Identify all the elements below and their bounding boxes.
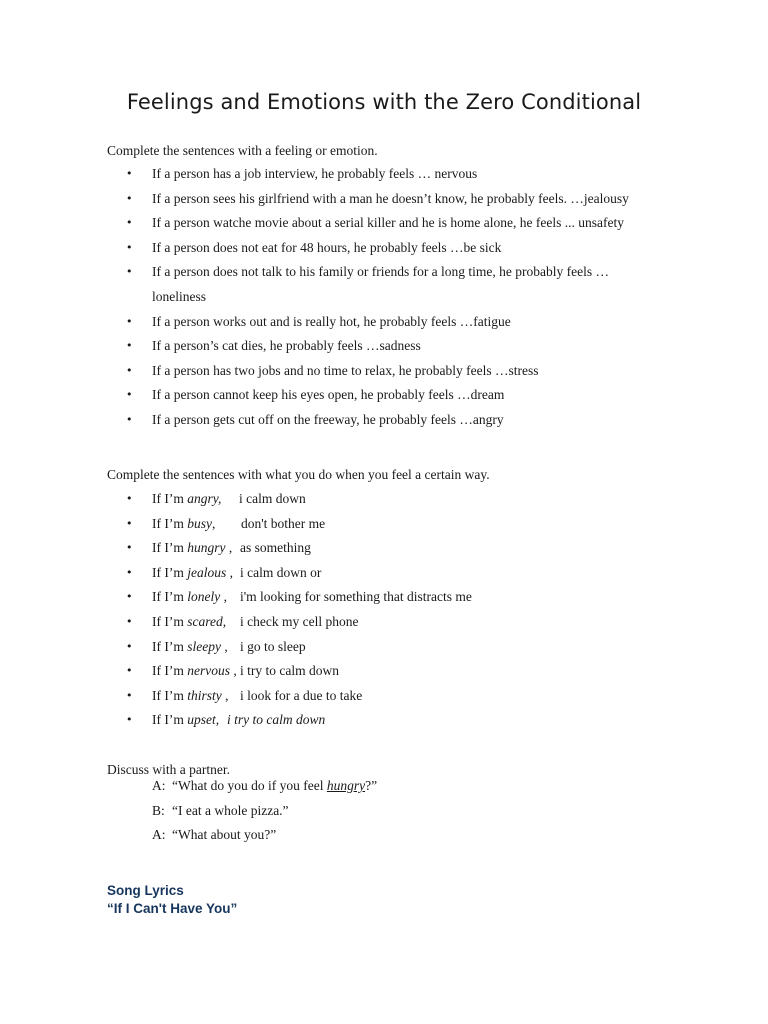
list-item: • If I’m upset, i try to calm down xyxy=(0,708,768,733)
response-text: i go to sleep xyxy=(240,638,306,654)
dialogue-line: A: “What about you?” xyxy=(152,823,377,848)
response-text: i try to calm down xyxy=(240,663,339,679)
list-item: • If a person has a job interview, he probably feels … nervous xyxy=(0,162,768,187)
list-item: • If a person’s cat dies, he probably feels …sadness xyxy=(0,334,768,359)
bullet-icon: • xyxy=(126,216,133,230)
section1-instruction: Complete the sentences with a feeling or emotion. xyxy=(107,143,378,158)
feeling-word: upset, xyxy=(187,712,220,728)
response-text: i try to calm down xyxy=(227,712,326,728)
bullet-icon: • xyxy=(126,516,133,530)
bullet-icon: • xyxy=(126,492,133,505)
bullet-icon: • xyxy=(126,167,133,180)
list-item: • If I’m jealous , i calm down or xyxy=(0,561,768,586)
feeling-word: angry, xyxy=(187,491,222,506)
bullet-icon: • xyxy=(126,265,133,279)
list-item: • If I’m nervous , i try to calm down xyxy=(0,659,768,684)
conditional-list xyxy=(0,487,768,733)
response-text: i check my cell phone xyxy=(240,613,359,629)
bullet-icon: • xyxy=(126,639,133,653)
dialogue-line: B: “I eat a whole pizza.” xyxy=(152,799,377,824)
page-title: Feelings and Emotions with the Zero Conditional xyxy=(126,90,642,114)
feeling-word: busy xyxy=(187,515,212,531)
feeling-word: hungry xyxy=(187,540,226,556)
list-item: • If a person has two jobs and no time to relax, he probably feels …stress xyxy=(0,359,768,384)
feelings-list xyxy=(0,162,768,433)
bullet-icon: • xyxy=(126,412,133,426)
feeling-word: jealous xyxy=(187,564,227,580)
bullet-icon: • xyxy=(126,590,133,604)
feeling-word: thirsty xyxy=(187,687,222,703)
bullet-icon: • xyxy=(126,388,133,402)
bullet-icon: • xyxy=(126,240,133,254)
feeling-word: scared, xyxy=(187,613,227,629)
section2-instruction: Complete the sentences with what you do when you feel a certain way. xyxy=(107,467,490,482)
bullet-icon: • xyxy=(126,314,133,328)
speaker-label: A: xyxy=(152,827,166,843)
list-item: • If a person watche movie about a serial killer and he is home alone, he feels ... unsafety xyxy=(0,211,768,236)
response-text: i'm looking for something that distracts me xyxy=(240,589,472,605)
list-item: • If a person does not talk to his family or friends for a long time, he probably feels … loneliness xyxy=(0,260,768,309)
discussion-instruction: Discuss with a partner. xyxy=(107,762,230,777)
list-item: • If a person does not eat for 48 hours, he probably feels …be sick xyxy=(0,236,768,261)
list-item: • If I’m sleepy , i go to sleep xyxy=(0,635,768,660)
bullet-icon: • xyxy=(126,541,133,555)
response-text: i calm down xyxy=(239,491,306,506)
list-item: • If I’m scared, i check my cell phone xyxy=(0,610,768,635)
bullet-icon: • xyxy=(126,565,133,579)
song-heading: Song Lyrics xyxy=(107,883,184,898)
response-text: don't bother me xyxy=(241,515,326,531)
list-item: • If I’m thirsty , i look for a due to take xyxy=(0,684,768,709)
bullet-icon: • xyxy=(126,191,133,205)
list-item: • If a person gets cut off on the freeway, he probably feels …angry xyxy=(0,408,768,433)
bullet-icon: • xyxy=(126,363,133,377)
speaker-label: B: xyxy=(152,802,165,818)
dialogue-line: A: “What do you do if you feel hungry?” xyxy=(152,774,377,799)
list-item: • If a person works out and is really hot, he probably feels …fatigue xyxy=(0,310,768,335)
response-text: i look for a due to take xyxy=(240,687,363,703)
song-title: “If I Can't Have You” xyxy=(107,901,238,916)
bullet-icon: • xyxy=(126,339,133,353)
list-item: • If a person cannot keep his eyes open, he probably feels …dream xyxy=(0,383,768,408)
feeling-word: nervous xyxy=(187,663,230,679)
bullet-icon: • xyxy=(126,688,133,702)
list-item: • If I’m busy, don't bother me xyxy=(0,512,768,537)
bullet-icon: • xyxy=(126,713,133,727)
song-section xyxy=(107,882,237,918)
response-text: i calm down or xyxy=(240,564,322,580)
response-text: as something xyxy=(240,540,311,556)
dialogue xyxy=(152,774,377,848)
list-item: • If I’m angry, i calm down xyxy=(0,487,768,512)
speaker-label: A: xyxy=(152,778,166,793)
list-item: • If a person sees his girlfriend with a man he doesn’t know, he probably feels. …jealousy xyxy=(0,187,768,212)
feeling-word: lonely xyxy=(187,589,221,605)
emphasized-word: hungry xyxy=(326,778,366,793)
bullet-icon: • xyxy=(126,664,133,678)
list-item: • If I’m hungry , as something xyxy=(0,536,768,561)
bullet-icon: • xyxy=(126,614,133,628)
feeling-word: sleepy xyxy=(187,638,221,654)
list-item: • If I’m lonely , i'm looking for something that distracts me xyxy=(0,585,768,610)
